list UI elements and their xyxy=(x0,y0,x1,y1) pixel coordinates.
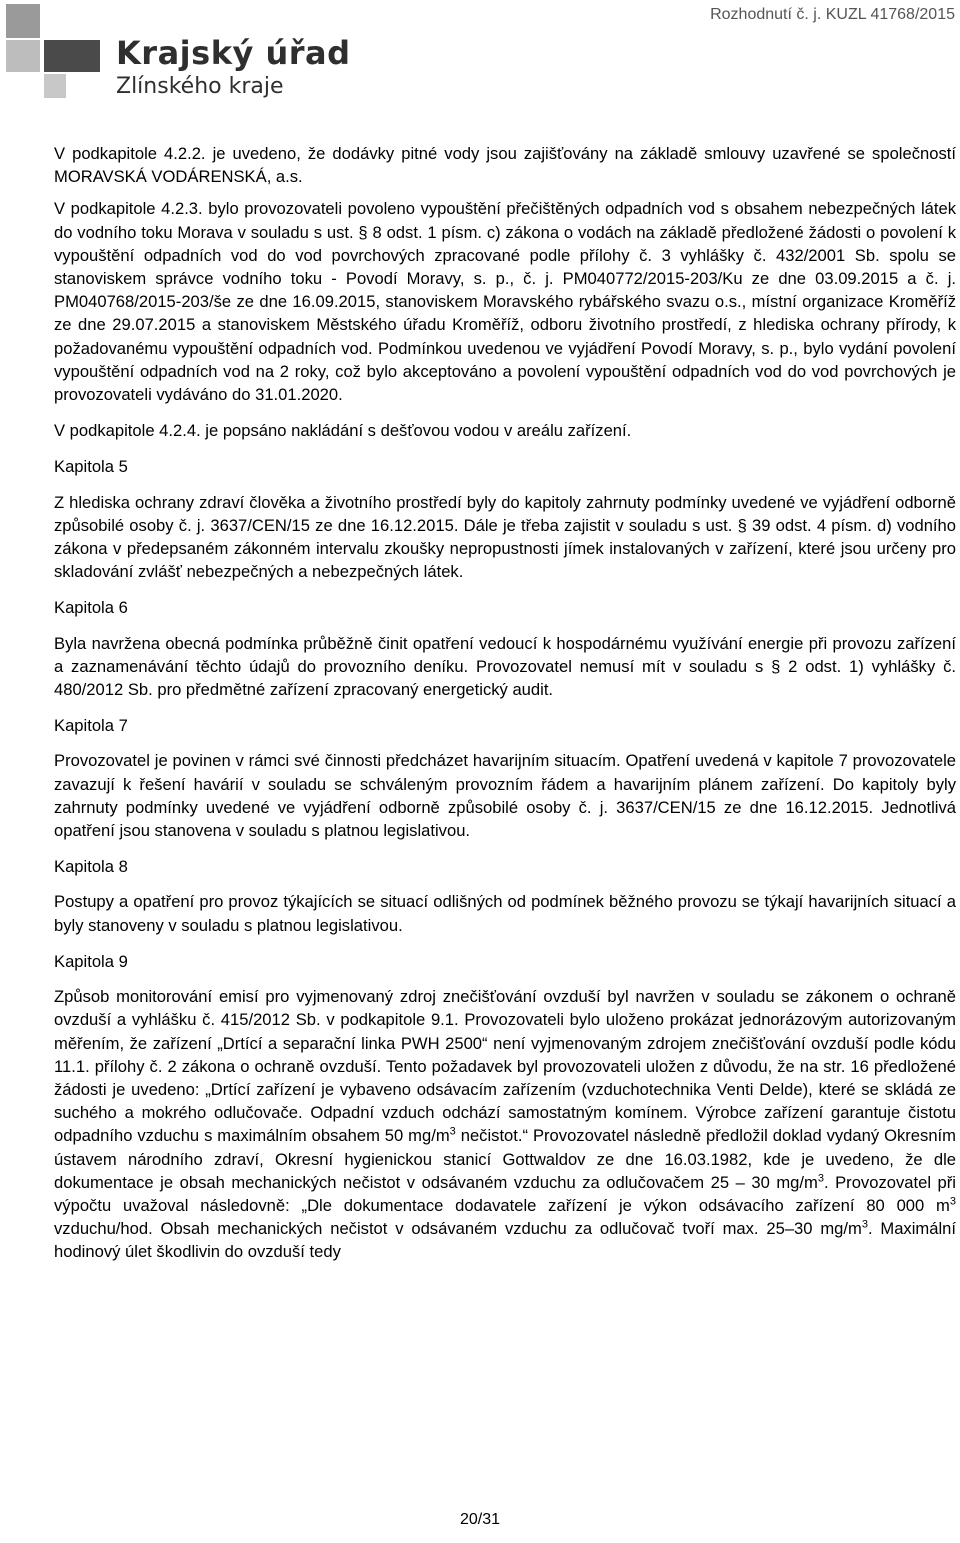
paragraph: V podkapitole 4.2.2. je uvedeno, že dodávky pitné vody jsou zajišťovány na základě smlouvy uzavřené se společností MORAVSKÁ VODÁRENSKÁ, a.s. xyxy=(54,144,956,187)
paragraph: Postupy a opatření pro provoz týkajících se situací odlišných od podmínek běžného provozu se týkají havarijních situací a byly stanoveny v souladu s platnou legislativou. xyxy=(54,892,956,935)
paragraph: V podkapitole 4.2.3. bylo provozovateli povoleno vypouštění přečištěných odpadních vod s obsahem nebezpečných látek do vodního toku Morava v souladu s ust. § 8 odst. 1 písm. c) zákona o vodách na základě předložené žádosti o povolení k vypouštění odpadních vod do vod povrchových zpracované podle přílohy č. 3 vyhlášky č. 432/2001 Sb. spolu se stanoviskem správce vodního toku - Povodí Moravy, s. p., č. j. PM040772/2015-203/Ku ze dne 03.09.2015 a č. j. PM040768/2015-203/še ze dne 16.09.2015, stanoviskem Moravského rybářského svazu o.s., místní organizace Kroměříž ze dne 29.07.2015 a stanoviskem Městského úřadu Kroměříž, odboru životního prostředí, z hlediska ochrany přírody, k požadovanému vypouštění odpadních vod. Podmínkou uvedenou ve vyjádření Povodí Moravy, s. p., bylo vydání povolení vypouštění odpadních vod na 2 roky, což bylo akceptováno a povolení vypouštění odpadních vod do vod povrchových je provozovateli vydáváno do 31.01.2020. xyxy=(54,199,956,405)
logo-square xyxy=(44,74,66,98)
logo-square xyxy=(6,4,40,38)
logo-subtitle: Zlínského kraje xyxy=(116,74,284,99)
chapter-heading: Kapitola 8 xyxy=(54,857,128,877)
text-run: vzduchu/hod. Obsah mechanických nečistot v odsávaném vzduchu za odlučovač tvoří max. 25–30 mg/m xyxy=(54,1219,862,1239)
superscript: 3 xyxy=(949,1195,956,1208)
text-run: Způsob monitorování emisí pro vyjmenovaný zdroj znečišťování ovzduší byl navržen v souladu se zákonem o ochraně ovzduší a vyhlášku č. 415/2012 Sb. v podkapitole 9.1. Provozovateli bylo uloženo prokázat jednorázovým autorizovaným měřením, že zařízení „Drtící a separační linka PWH 2500“ není vyjmenovaným zdrojem znečišťování ovzduší podle kódu 11.1. přílohy č. 2 zákona o ochraně ovzduší. Tento požadavek byl provozovateli uložen z důvodu, že na str. 16 předložené žádosti je uvedeno: „Drtící zařízení je vybaveno odsávacím zařízením (vzduchotechnika Venti Delde), které se skládá ze suchého a mokrého odlučovače. Odpadní vzduch odchází samostatným komínem. Výrobce zařízení garantuje čistotu odpadního vzduchu s maximálním obsahem 50 mg/m xyxy=(54,987,956,1146)
chapter-heading: Kapitola 5 xyxy=(54,457,128,477)
text-run: . Maximální hodinový úlet škodlivin do ovzduší tedy xyxy=(54,1219,956,1262)
superscript: 3 xyxy=(449,1125,456,1138)
paragraph-chapter-9 xyxy=(54,985,956,1263)
logo-title: Krajský úřad xyxy=(116,34,351,72)
document-body xyxy=(54,142,956,1277)
superscript: 3 xyxy=(817,1172,824,1185)
page-number: 20/31 xyxy=(459,1511,501,1528)
document-reference: Rozhodnutí č. j. KUZL 41768/2015 xyxy=(710,6,955,23)
paragraph: V podkapitole 4.2.4. je popsáno nakládání s dešťovou vodou v areálu zařízení. xyxy=(54,421,632,441)
paragraph: Byla navržena obecná podmínka průběžně činit opatření vedoucí k hospodárnému využívání energie při provozu zařízení a zaznamenávání těchto údajů do provozního deníku. Provozovatel nemusí mít v souladu s § 2 odst. 1) vyhlášky č. 480/2012 Sb. pro předmětné zařízení zpracovaný energetický audit. xyxy=(54,633,956,700)
logo-square xyxy=(44,40,100,72)
chapter-heading: Kapitola 7 xyxy=(54,716,128,736)
text-run: . Provozovatel při výpočtu uvažoval následovně: „Dle dokumentace dodavatele zařízení je výkon odsávacího zařízení 80 000 m xyxy=(54,1172,956,1215)
logo xyxy=(6,4,351,104)
paragraph: Z hlediska ochrany zdraví člověka a životního prostředí byly do kapitoly zahrnuty podmínky uvedené ve vyjádření odborně způsobilé osoby č. j. 3637/CEN/15 ze dne 16.12.2015. Dále je třeba zajistit v souladu s ust. § 39 odst. 4 písm. d) vodního zákona v předepsaném zákonném intervalu zkoušky nepropustnosti jímek instalovaných v zařízení, které jsou určeny pro skladování zvlášť nebezpečných a nebezpečných látek. xyxy=(54,492,956,582)
text-run: nečistot.“ Provozovatel následně předložil doklad vydaný Okresním ústavem národního zdraví, Okresní hygienickou stanicí Gottwaldov ze dne 16.03.1982, kde je uvedeno, že dle dokumentace je obsah mechanických nečistot v odsávaném vzduchu za odlučovačem 25 – 30 mg/m xyxy=(54,1126,956,1192)
chapter-heading: Kapitola 6 xyxy=(54,598,128,618)
paragraph: Provozovatel je povinen v rámci své činnosti předcházet havarijním situacím. Opatření uvedená v kapitole 7 provozovatele zavazují k řešení havárií v souladu se schváleným provozním řádem a havarijním plánem zařízení. Do kapitoly byly zahrnuty podmínky uvedené ve vyjádření odborně způsobilé osoby č. j. 3637/CEN/15 ze dne 16.12.2015. Jednotlivá opatření jsou stanovena v souladu s platnou legislativou. xyxy=(54,751,956,841)
chapter-heading: Kapitola 9 xyxy=(54,951,128,971)
superscript: 3 xyxy=(861,1218,868,1231)
logo-square xyxy=(6,40,40,72)
